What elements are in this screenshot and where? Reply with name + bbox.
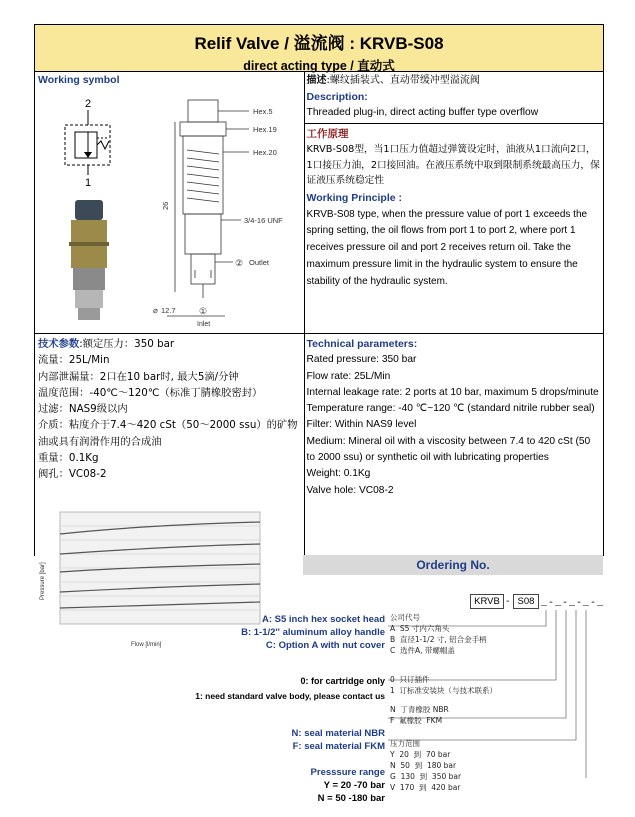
thread-label: 3/4-16 UNF (244, 216, 283, 225)
code-blanks: _-_-_-_-_ (541, 598, 605, 609)
diameter-dim: 12.7 (161, 306, 176, 315)
pressure-y: Y = 20 -70 bar (323, 780, 385, 791)
description-zh-text: :螺纹插装式、直动带缓冲型溢流阀 (326, 75, 480, 86)
principle-zh-label: 工作原理 (306, 128, 349, 140)
description-panel (305, 72, 603, 333)
tech-en-label: Technical parameters: (306, 338, 418, 350)
tech-en-line-2: Internal leakage rate: 2 ports at 10 bar, maximum 5 drops/minute (306, 386, 599, 398)
option-0: 0: for cartridge only (300, 676, 385, 686)
pressure-flow-chart (36, 508, 276, 653)
tech-en-line-6: Weight: 0.1Kg (306, 468, 371, 480)
tech-en-line-4: Filter: Within NAS9 level (306, 419, 417, 431)
chart-xlabel: Flow [l/min] (131, 642, 162, 648)
tech-zh-line-1: 流量：25L/Min (38, 354, 110, 367)
option-b: B: 1-1/2'' aluminum alloy handle (241, 627, 385, 638)
description-en-label: Description: (306, 91, 368, 103)
principle-en-text: KRVB-S08 type, when the pressure value of port 1 exceeds the spring setting, the oil flows from port 1 to port 2, where port 1 receives pressure oil and port 2 receives return oil. Take the maximum pressure limit in the hydraulic system to ensure the stability of the hydraulic system. (306, 208, 588, 287)
tech-zh-line-4: 过滤：NAS9级以内 (38, 403, 128, 416)
option-abc-zh: 公司代号 A S5 寸内六角头 B 直径1-1/2 寸, 铝合金手柄 C 选件A, 带螺帽盖 (390, 613, 487, 655)
hex20-label: Hex.20 (253, 148, 277, 157)
pressure-range-zh: 压力范围 Y 20 到 70 bar N 50 到 180 bar G 130 到 350 bar V 170 到 420 bar (390, 739, 462, 792)
tech-en-line-3: Temperature range: -40 ℃~120 ℃ (standard nitrile rubber seal) (306, 403, 595, 415)
tech-zh-line-6: 重量：0.1Kg (38, 452, 99, 465)
code-krvb: KRVB (470, 594, 504, 609)
principle-block (305, 124, 603, 290)
tech-zh-line-3: 温度范围：-40℃～120℃（标准丁腈橡胶密封） (38, 386, 263, 399)
hex19-label: Hex.19 (253, 125, 277, 134)
tech-en-line-1: Flow rate: 25L/Min (306, 370, 391, 382)
outlet-number: ② (235, 259, 244, 269)
datasheet (34, 24, 604, 556)
tech-zh-line-2: 内部泄漏量：2口在10 bar时, 最大5滴/分钟 (38, 370, 239, 383)
tech-zh-block (35, 334, 304, 485)
tech-en-line-7: Valve hole: VC08-2 (306, 484, 394, 496)
option-1: 1: need standard valve body, please contact us (195, 691, 385, 701)
page-subtitle: direct acting type / 直动式 (243, 59, 395, 73)
pressure-range-label: Presssure range (310, 767, 385, 778)
length-dim: 26 (161, 201, 170, 210)
working-symbol-label: Working symbol (38, 74, 120, 86)
tech-zh-line-5: 介质：粘度介于7.4～420 cSt（50～2000 ssu）的矿物油或具有润滑作用的合成油 (38, 419, 298, 448)
option-a: A: S5 inch hex socket head (261, 614, 385, 625)
hex5-label: Hex.5 (253, 107, 273, 116)
title-box (34, 24, 604, 72)
description-block (305, 72, 603, 124)
cartridge-photo-icon (69, 200, 109, 320)
upper-section (34, 72, 604, 334)
cross-section-drawing-icon (167, 100, 249, 316)
principle-en-label: Working Principle : (306, 191, 403, 204)
principle-zh-text: KRVB-S08型，当1口压力值超过弹簧设定时，油液从1口流向2口，1口接压力油，2口接回油。在液压系统中取到限制系统最高压力，保证液压系统稳定性 (306, 144, 600, 186)
outlet-label: Outlet (249, 258, 270, 267)
option-01-zh: 0 只订插件 1 订标准安装块（与技术联系） (390, 675, 498, 695)
code-dash: - (506, 596, 510, 607)
working-symbol-panel (35, 72, 305, 333)
ordering-title: Ordering No. (303, 555, 603, 575)
description-zh-label: 描述 (306, 75, 327, 86)
pressure-n: N = 50 -180 bar (317, 793, 385, 804)
tech-en-panel (305, 334, 603, 556)
tech-en-line-5: Medium: Mineral oil with a viscosity between 7.4 to 420 cSt (50 to 2000 ssu) or synthetic oil with lubricating properties (306, 435, 591, 464)
inlet-number: ① (199, 307, 208, 317)
page-title: Relif Valve / 溢流阀 : KRVB-S08 (194, 34, 444, 53)
chart-ylabel: Pressure [bar] (40, 562, 46, 600)
option-n: N: seal material NBR (291, 728, 385, 739)
valve-drawing (35, 90, 303, 330)
tech-zh-line-0: :额定压力：350 bar (79, 338, 175, 350)
option-nf-zh: N 丁青橡胶 NBR F 氟橡胶 FKM (390, 705, 449, 725)
port1-label: 1 (85, 177, 92, 189)
code-s08: S08 (513, 594, 539, 609)
tech-en-line-0: Rated pressure: 350 bar (306, 354, 417, 366)
option-c: C: Option A with nut cover (265, 640, 385, 651)
description-en-text: Threaded plug-in, direct acting buffer type overflow (306, 107, 539, 118)
port2-label: 2 (85, 98, 92, 110)
tech-zh-label: 技术参数 (38, 338, 80, 350)
tech-zh-line-7: 阀孔：VC08-2 (38, 468, 107, 481)
option-f: F: seal material FKM (292, 741, 385, 752)
svg-text:⌀: ⌀ (153, 306, 158, 315)
inlet-label: Inlet (197, 321, 211, 328)
